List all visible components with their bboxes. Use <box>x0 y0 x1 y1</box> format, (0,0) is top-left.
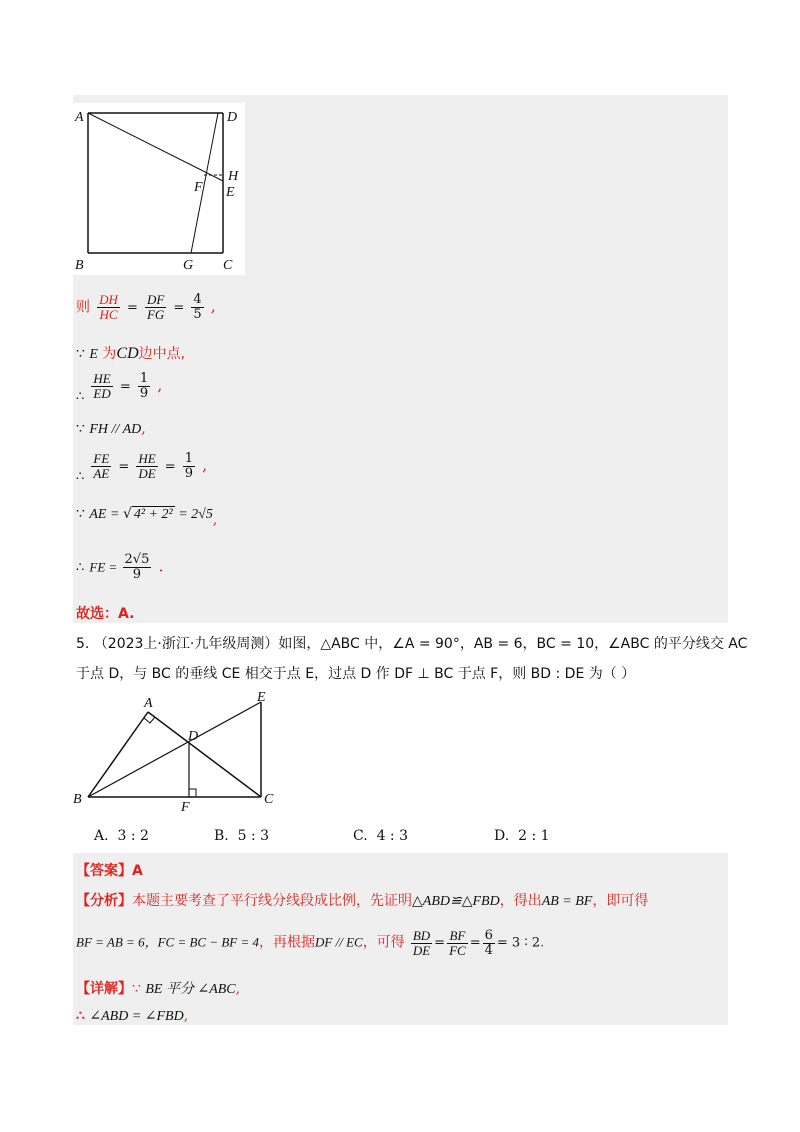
question-5-line-2: 于点 D，与 BC 的垂线 CE 相交于点 E，过点 D 作 DF ⊥ BC 于点 F，则 BD : DE 为（ ） <box>76 666 636 682</box>
fig2-label-c: C <box>264 792 274 807</box>
option-d[interactable]: D. 2 : 1 <box>494 828 550 844</box>
fig2-right-angle-a <box>144 717 155 723</box>
solution-step-5: $_\therefore$ $\frac{FE}{AE}$ = $\frac{HE}{DE}$ = $\frac{1}{9}$ , <box>76 451 208 485</box>
fig2-label-f: F <box>181 800 190 815</box>
detail-line-1: 【详解】∵ BE 平分 ∠ABC, <box>76 981 241 997</box>
option-b[interactable]: B. 5 : 3 <box>214 828 270 844</box>
fig1-label-e: E <box>226 185 235 200</box>
fig2-label-a: A <box>144 696 153 711</box>
fig1-label-c: C <box>223 258 233 273</box>
figure-triangle-diagram <box>68 690 288 815</box>
solution-step-6: ∵ AE = √ 4² + 2² = 2√5, <box>76 506 218 528</box>
option-a[interactable]: A. 3 : 2 <box>94 828 149 844</box>
fig2-side-ab <box>88 712 148 797</box>
fig2-label-b: B <box>73 792 82 807</box>
fig1-label-h: H <box>228 169 239 184</box>
option-c[interactable]: C. 4 : 3 <box>353 828 409 844</box>
fig2-right-angle-f <box>189 789 196 797</box>
fig1-label-g: G <box>183 258 194 273</box>
fig1-label-f: F <box>194 180 203 195</box>
fig1-label-a: A <box>75 110 84 125</box>
solution-step-4: ∵ FH // AD, <box>76 421 146 437</box>
answer-line: 【答案】A <box>76 863 143 879</box>
fig1-label-d: D <box>227 110 238 125</box>
solution-step-2: ∵ E 为CD边中点, <box>76 345 186 362</box>
question-5-line-1: 5. （2023上·浙江·九年级周测）如图，△ABC 中，∠A = 90°，AB = 6，BC = 10，∠ABC 的平分线交 AC <box>76 636 748 652</box>
analysis-line-1: 【分析】本题主要考查了平行线分线段成比例，先证明△ABD≌△FBD，得出AB = BF，即可得 <box>76 893 649 909</box>
solution-step-1: 则 $\frac{DH}{HC}$ = $\frac{DF}{FG}$ = $\frac{4}{5}$ , <box>76 292 216 322</box>
analysis-line-2: BF = AB = 6，FC = BC − BF = 4，再根据DF // EC，可得 $\frac{BD}{DE}$ = $\frac{BF}{FC}$ = $\frac{6}{4}$ = 3 ∶ 2. <box>76 928 545 958</box>
fig2-line-be <box>88 702 261 797</box>
figure-square-diagram <box>73 103 245 275</box>
solution-step-7: ∴ FE = $\frac{2√5}{9}$ . <box>76 552 164 582</box>
fig2-label-d: D <box>188 729 199 744</box>
solution-choice: 故选：A. <box>76 606 135 622</box>
detail-line-2: ∴ ∠ABD = ∠FBD, <box>76 1008 189 1024</box>
solution-step-3: $_\therefore$ $\frac{HE}{ED}$ = $\frac{1}{9}$ , <box>76 371 163 405</box>
fig1-label-b: B <box>75 258 84 273</box>
fig2-label-e: E <box>257 690 266 705</box>
